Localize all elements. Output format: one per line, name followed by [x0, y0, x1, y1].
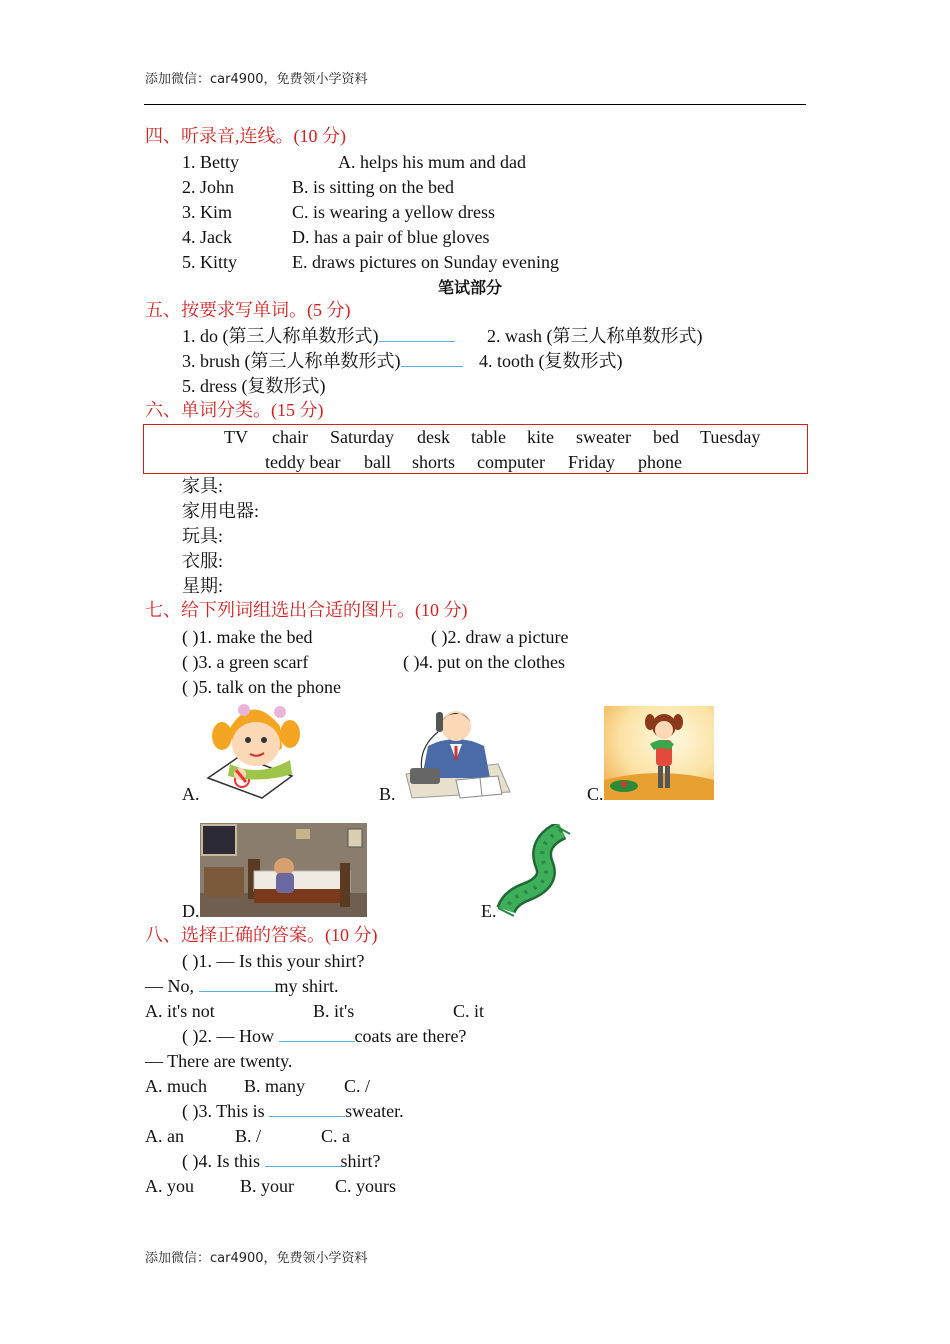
s8-q1-answer-pre: — No,	[145, 976, 199, 996]
s8-q4-blank[interactable]	[265, 1150, 341, 1167]
section-6-title: 六、单词分类。(15 分)	[145, 400, 324, 420]
s8-q1-opt-a: A. it's not	[145, 1001, 215, 1021]
s8-q2-pre: ( )2. — How	[182, 1026, 279, 1046]
match-left-3: 3. Kim	[182, 202, 233, 222]
s8-q2-opt-c: C. /	[344, 1076, 371, 1096]
man-on-phone-picture	[398, 698, 513, 800]
s8-q1-question: ( )1. — Is this your shirt?	[182, 951, 365, 971]
s8-q1-answer-post: my shirt.	[274, 976, 339, 996]
match-right-d: D. has a pair of blue gloves	[292, 227, 490, 247]
s8-q1-blank[interactable]	[199, 975, 275, 992]
written-section-title: 笔试部分	[438, 278, 503, 297]
match-right-e: E. draws pictures on Sunday evening	[292, 252, 559, 272]
s5-q4: 4. tooth (复数形式)	[479, 351, 623, 371]
s7-item-1: ( )1. make the bed	[182, 627, 313, 647]
s7-item-2: ( )2. draw a picture	[431, 627, 569, 647]
s8-q3-blank[interactable]	[269, 1100, 345, 1117]
section-7-title: 七、给下列词组选出合适的图片。(10 分)	[145, 600, 468, 620]
word-table: table	[471, 427, 506, 447]
s8-q2-question	[182, 1024, 466, 1049]
page-header: 添加微信：car4900，免费领小学资料	[145, 72, 368, 87]
word-bed: bed	[653, 427, 679, 447]
s5-q3	[182, 349, 463, 374]
match-left-1: 1. Betty	[182, 152, 239, 172]
s7-item-4: ( )4. put on the clothes	[403, 652, 565, 672]
page-footer: 添加微信：car4900，免费领小学资料	[145, 1251, 368, 1266]
word-kite: kite	[527, 427, 554, 447]
s5-q2: 2. wash (第三人称单数形式)	[487, 326, 703, 346]
s5-q1-text: 1. do (第三人称单数形式)	[182, 326, 379, 346]
s8-q2-opt-b: B. many	[244, 1076, 305, 1096]
pic-label-a: A.	[182, 784, 200, 804]
pic-label-e: E.	[481, 901, 497, 921]
s8-q4-question	[182, 1149, 381, 1174]
s8-q2-blank[interactable]	[279, 1025, 355, 1042]
s8-q2-answer: — There are twenty.	[145, 1051, 293, 1071]
s8-q3-pre: ( )3. This is	[182, 1101, 270, 1121]
s8-q4-pre: ( )4. Is this	[182, 1151, 265, 1171]
cat-toys: 玩具:	[182, 526, 224, 546]
pic-label-b: B.	[379, 784, 396, 804]
s5-q1	[182, 324, 455, 349]
word-phone: phone	[638, 452, 682, 472]
word-tv: TV	[224, 427, 248, 447]
cat-clothes: 衣服:	[182, 551, 224, 571]
pic-label-c: C.	[587, 784, 604, 804]
section-4-title: 四、听录音,连线。(10 分)	[145, 126, 346, 146]
pic-label-d: D.	[182, 901, 200, 921]
word-ball: ball	[364, 452, 391, 472]
s8-q1-opt-c: C. it	[453, 1001, 485, 1021]
word-desk: desk	[417, 427, 450, 447]
match-left-4: 4. Jack	[182, 227, 232, 247]
s5-q3-blank[interactable]	[401, 350, 463, 367]
word-friday: Friday	[568, 452, 615, 472]
s8-q3-opt-a: A. an	[145, 1126, 184, 1146]
s7-item-5: ( )5. talk on the phone	[182, 677, 341, 697]
cat-furniture: 家具:	[182, 476, 224, 496]
s8-q3-opt-c: C. a	[321, 1126, 350, 1146]
s8-q2-post: coats are there?	[354, 1026, 467, 1046]
match-left-5: 5. Kitty	[182, 252, 238, 272]
match-right-c: C. is wearing a yellow dress	[292, 202, 495, 222]
s8-q1-opt-b: B. it's	[313, 1001, 355, 1021]
s7-item-3: ( )3. a green scarf	[182, 652, 309, 672]
s8-q4-opt-a: A. you	[145, 1176, 194, 1196]
word-chair: chair	[272, 427, 308, 447]
section-8-title: 八、选择正确的答案。(10 分)	[145, 925, 378, 945]
match-right-b: B. is sitting on the bed	[292, 177, 454, 197]
word-saturday: Saturday	[330, 427, 394, 447]
girl-with-scarf-picture	[604, 706, 714, 800]
s5-q3-text: 3. brush (第三人称单数形式)	[182, 351, 401, 371]
word-shorts: shorts	[412, 452, 456, 472]
s5-q1-blank[interactable]	[379, 325, 455, 342]
s8-q1-answer	[145, 974, 339, 999]
s8-q4-post: shirt?	[340, 1151, 381, 1171]
word-computer: computer	[477, 452, 545, 472]
header-rule	[144, 104, 806, 105]
girl-drawing-picture	[200, 698, 305, 800]
s5-q5: 5. dress (复数形式)	[182, 376, 326, 396]
s8-q2-opt-a: A. much	[145, 1076, 207, 1096]
s8-q3-opt-b: B. /	[235, 1126, 262, 1146]
cat-appliances: 家用电器:	[182, 501, 260, 521]
word-sweater: sweater	[576, 427, 631, 447]
match-left-2: 2. John	[182, 177, 235, 197]
match-right-a: A. helps his mum and dad	[338, 152, 526, 172]
s8-q3-post: sweater.	[345, 1101, 404, 1121]
s8-q4-opt-b: B. your	[240, 1176, 294, 1196]
green-scarf-picture	[496, 824, 574, 918]
bedroom-picture	[200, 823, 367, 917]
word-tuesday: Tuesday	[700, 427, 761, 447]
cat-weekdays: 星期:	[182, 576, 224, 596]
s8-q4-opt-c: C. yours	[335, 1176, 397, 1196]
word-teddy-bear: teddy bear	[265, 452, 341, 472]
section-5-title: 五、按要求写单词。(5 分)	[145, 300, 351, 320]
s8-q3-question	[182, 1099, 404, 1124]
